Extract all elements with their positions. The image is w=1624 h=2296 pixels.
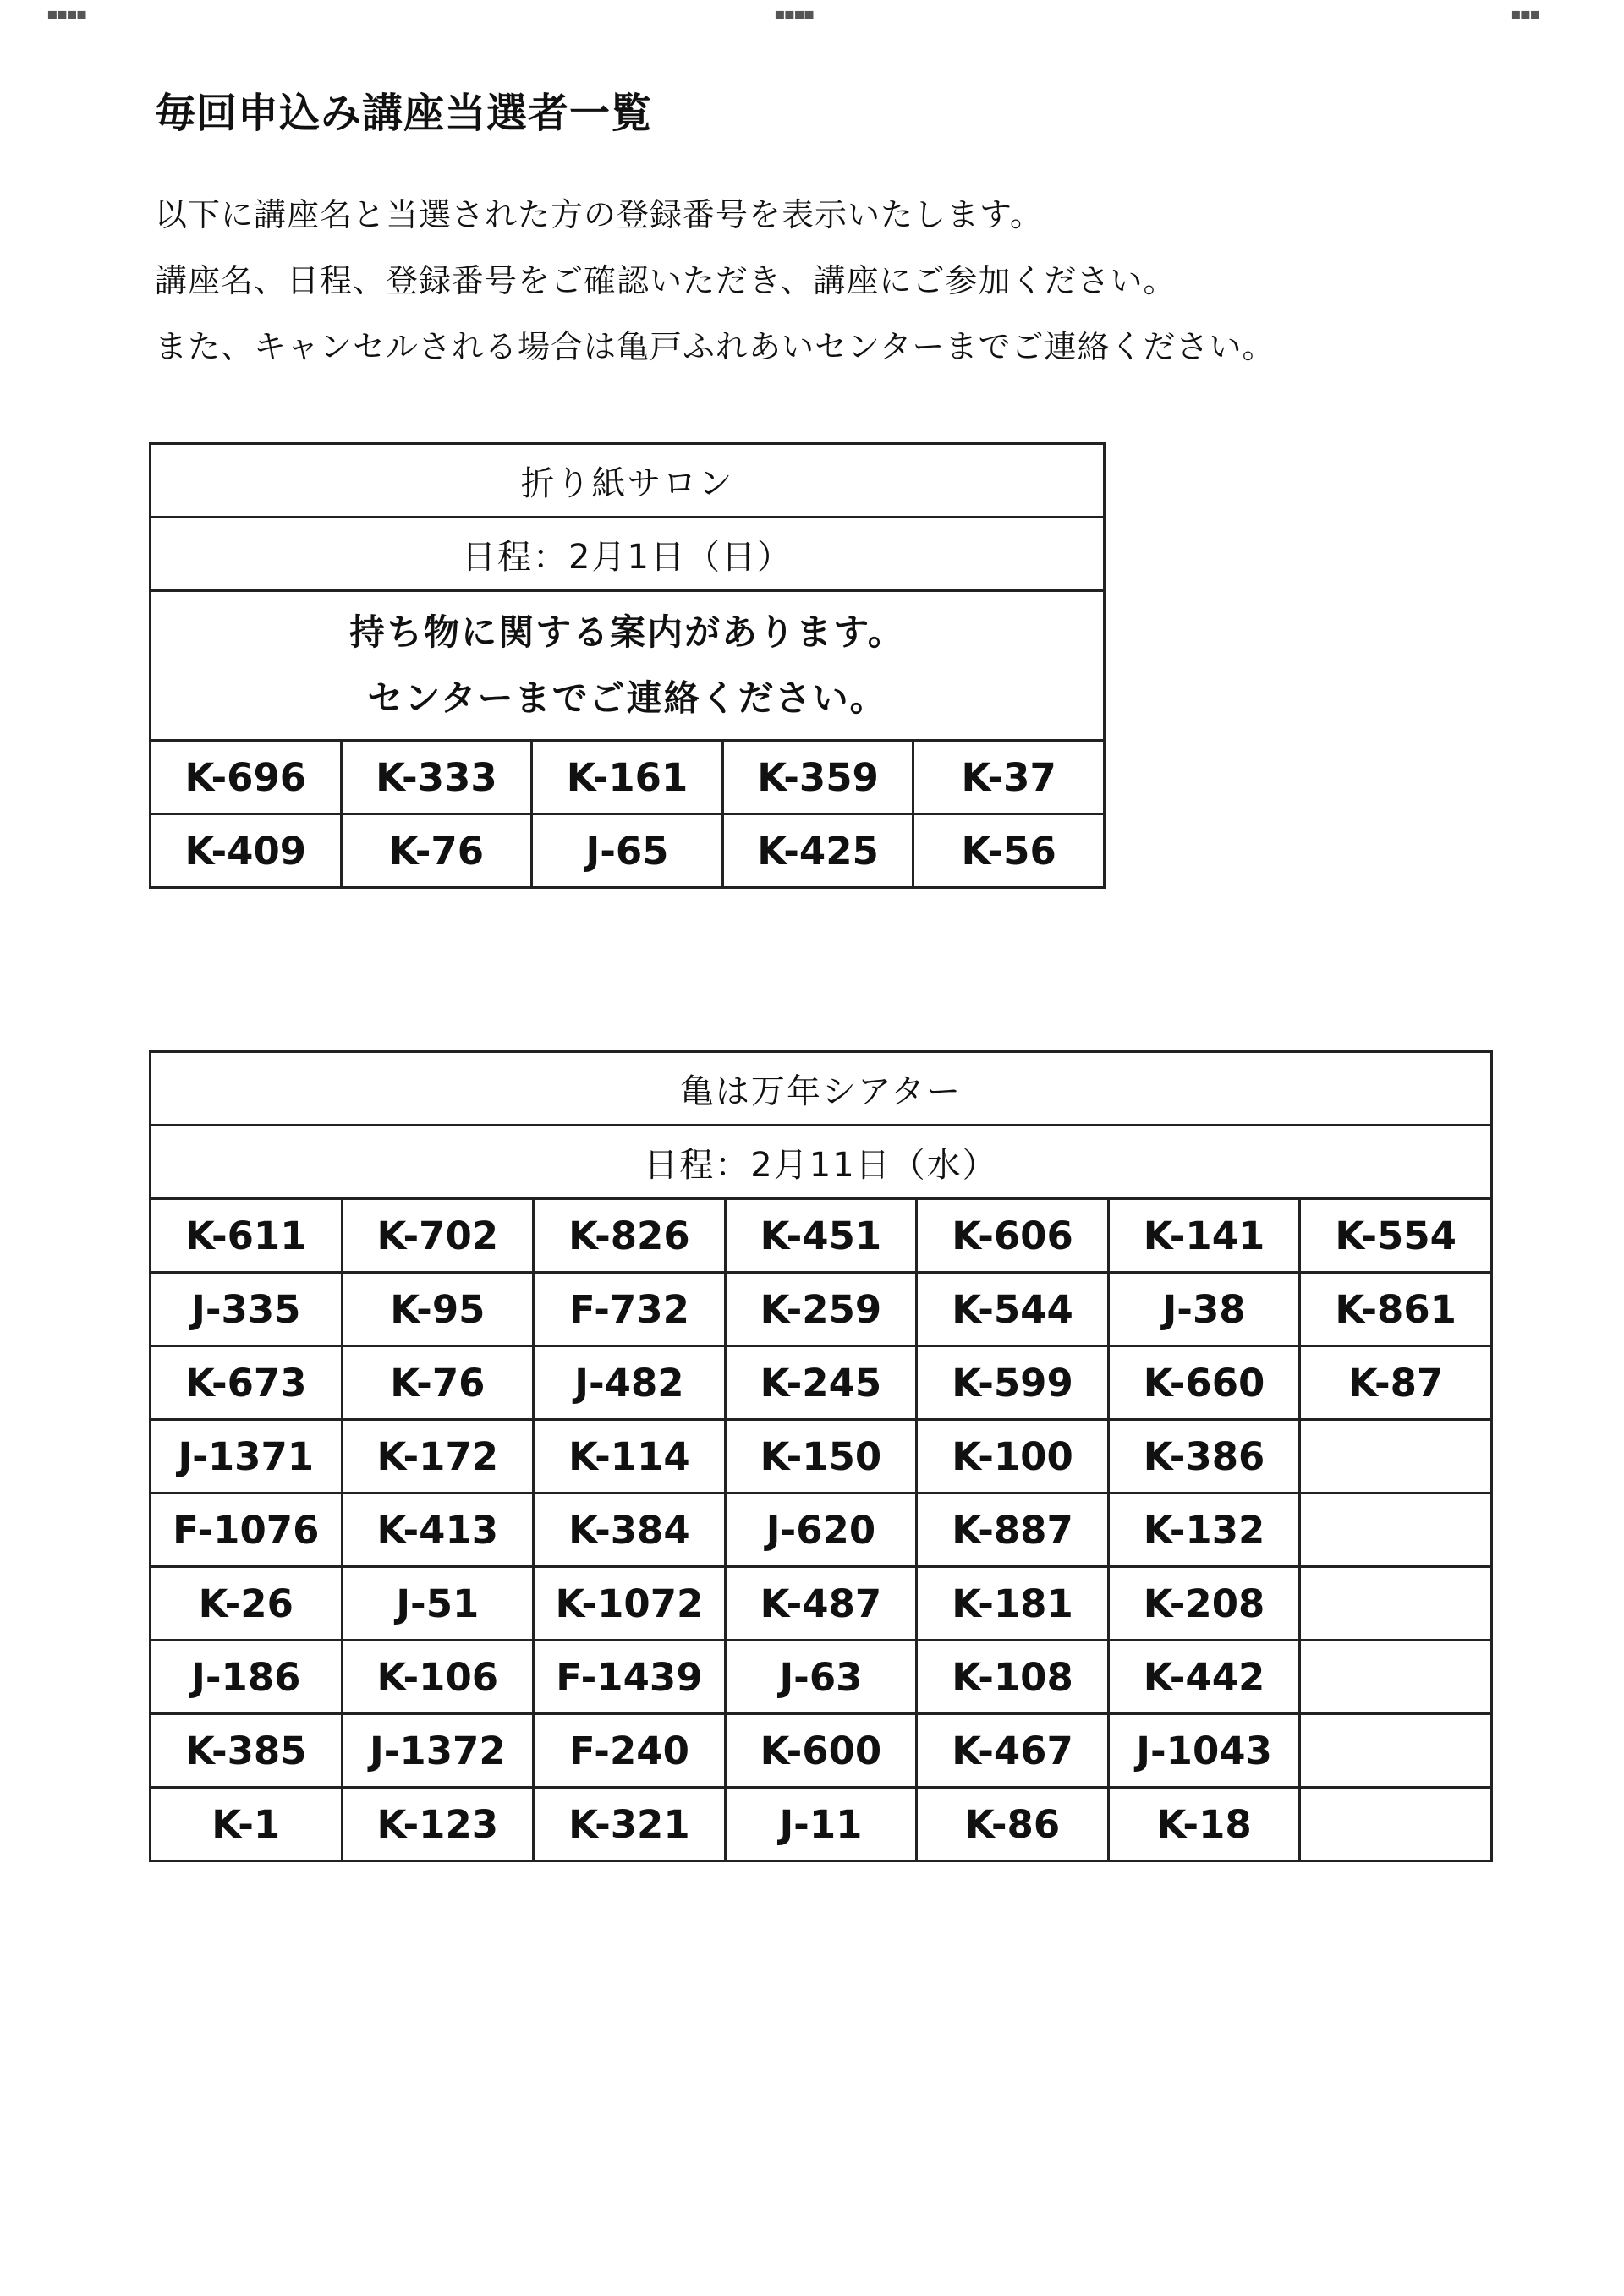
- registration-number: K-861: [1300, 1273, 1492, 1346]
- registration-number: K-1072: [534, 1567, 726, 1641]
- winners-table-origami: [149, 442, 1106, 889]
- registration-number: K-56: [914, 814, 1105, 888]
- registration-number: K-413: [342, 1493, 534, 1567]
- registration-number: K-385: [151, 1714, 343, 1788]
- registration-number: F-1439: [534, 1641, 726, 1714]
- registration-number: J-482: [534, 1346, 726, 1420]
- registration-number: K-702: [342, 1199, 534, 1273]
- registration-number: K-606: [917, 1199, 1109, 1273]
- registration-number: J-186: [151, 1641, 343, 1714]
- registration-number: F-1076: [151, 1493, 343, 1567]
- registration-number: K-673: [151, 1346, 343, 1420]
- registration-number: [1300, 1714, 1492, 1788]
- table-row: [151, 1346, 1492, 1420]
- registration-number: K-467: [917, 1714, 1109, 1788]
- course-name: 亀は万年シアター: [151, 1052, 1492, 1126]
- table-row: [151, 1788, 1492, 1861]
- registration-number: K-425: [722, 814, 914, 888]
- registration-number: K-132: [1108, 1493, 1300, 1567]
- registration-number: K-141: [1108, 1199, 1300, 1273]
- registration-number: J-620: [725, 1493, 917, 1567]
- registration-number: K-554: [1300, 1199, 1492, 1273]
- schedule-row: [151, 518, 1105, 591]
- registration-number: K-384: [534, 1493, 726, 1567]
- course-name: 折り紙サロン: [151, 444, 1105, 518]
- registration-number: K-95: [342, 1273, 534, 1346]
- registration-number: J-38: [1108, 1273, 1300, 1346]
- registration-number: K-386: [1108, 1420, 1300, 1493]
- registration-number: K-487: [725, 1567, 917, 1641]
- registration-number: [1300, 1420, 1492, 1493]
- registration-number: K-1: [151, 1788, 343, 1861]
- registration-number: K-37: [914, 741, 1105, 814]
- intro-line: また、キャンセルされる場合は亀戸ふれあいセンターまでご連絡ください。: [155, 328, 1276, 365]
- registration-number: K-106: [342, 1641, 534, 1714]
- intro-text: [155, 182, 1275, 380]
- table-row: [151, 1199, 1492, 1273]
- registration-number: J-335: [151, 1273, 343, 1346]
- course-name-row: [151, 1052, 1492, 1126]
- registration-number: K-87: [1300, 1346, 1492, 1420]
- table-row: [151, 1493, 1492, 1567]
- notice-line: 持ち物に関する案内があります。: [349, 611, 905, 653]
- registration-number: K-86: [917, 1788, 1109, 1861]
- registration-number: K-321: [534, 1788, 726, 1861]
- registration-number: J-63: [725, 1641, 917, 1714]
- course-name-row: [151, 444, 1105, 518]
- registration-number: J-1043: [1108, 1714, 1300, 1788]
- registration-number: K-442: [1108, 1641, 1300, 1714]
- table-row: [151, 1420, 1492, 1493]
- registration-number: K-409: [151, 814, 342, 888]
- table-row: [151, 741, 1105, 814]
- registration-number: [1300, 1788, 1492, 1861]
- registration-number: F-240: [534, 1714, 726, 1788]
- registration-number: K-451: [725, 1199, 917, 1273]
- course-notice: [151, 591, 1105, 741]
- schedule-row: [151, 1126, 1492, 1199]
- registration-number: K-76: [341, 814, 532, 888]
- registration-number: J-1372: [342, 1714, 534, 1788]
- registration-number: K-76: [342, 1346, 534, 1420]
- registration-number: J-51: [342, 1567, 534, 1641]
- page-title: 毎回申込み講座当選者一覧: [155, 90, 653, 137]
- table-row: [151, 1273, 1492, 1346]
- table-row: [151, 814, 1105, 888]
- registration-number: K-18: [1108, 1788, 1300, 1861]
- registration-number: K-611: [151, 1199, 343, 1273]
- intro-line: 以下に講座名と当選された方の登録番号を表示いたします。: [155, 196, 1043, 233]
- registration-number: K-208: [1108, 1567, 1300, 1641]
- scan-mark-center: ▪▪▪▪: [774, 3, 814, 24]
- registration-number: K-150: [725, 1420, 917, 1493]
- registration-number: K-887: [917, 1493, 1109, 1567]
- table-row: [151, 1714, 1492, 1788]
- course-schedule: 日程：2月1日（日）: [151, 518, 1105, 591]
- registration-number: K-114: [534, 1420, 726, 1493]
- registration-number: K-660: [1108, 1346, 1300, 1420]
- notice-row: [151, 591, 1105, 741]
- registration-number: K-100: [917, 1420, 1109, 1493]
- registration-number: K-26: [151, 1567, 343, 1641]
- registration-number: K-333: [341, 741, 532, 814]
- intro-line: 講座名、日程、登録番号をご確認いただき、講座にご参加ください。: [155, 262, 1177, 299]
- registration-number: K-600: [725, 1714, 917, 1788]
- scan-mark-right: ▪▪▪: [1510, 3, 1539, 24]
- registration-number: K-172: [342, 1420, 534, 1493]
- registration-number: K-181: [917, 1567, 1109, 1641]
- scan-mark-left: ▪▪▪▪: [47, 3, 86, 24]
- notice-line: センターまでご連絡ください。: [367, 677, 887, 719]
- registration-number: K-696: [151, 741, 342, 814]
- registration-number: J-65: [532, 814, 723, 888]
- registration-number: [1300, 1641, 1492, 1714]
- registration-number: K-826: [534, 1199, 726, 1273]
- registration-number: K-245: [725, 1346, 917, 1420]
- registration-number: K-544: [917, 1273, 1109, 1346]
- winners-table-theater: [149, 1050, 1493, 1862]
- registration-number: F-732: [534, 1273, 726, 1346]
- registration-number: K-599: [917, 1346, 1109, 1420]
- registration-number: K-359: [722, 741, 914, 814]
- registration-number: J-11: [725, 1788, 917, 1861]
- table-row: [151, 1641, 1492, 1714]
- table-row: [151, 1567, 1492, 1641]
- registration-number: J-1371: [151, 1420, 343, 1493]
- registration-number: [1300, 1567, 1492, 1641]
- course-schedule: 日程：2月11日（水）: [151, 1126, 1492, 1199]
- registration-number: K-123: [342, 1788, 534, 1861]
- registration-number: K-108: [917, 1641, 1109, 1714]
- registration-number: [1300, 1493, 1492, 1567]
- registration-number: K-259: [725, 1273, 917, 1346]
- registration-number: K-161: [532, 741, 723, 814]
